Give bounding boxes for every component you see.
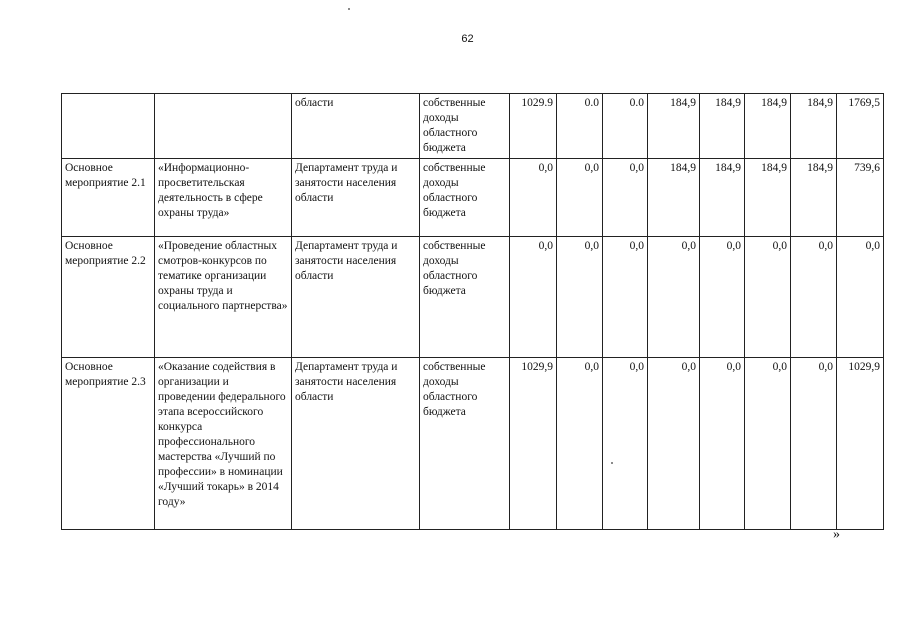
table-row bbox=[62, 94, 884, 159]
executor-cell: Департамент труда и занятости населения области bbox=[292, 237, 420, 358]
value-cell: 0,0 bbox=[510, 159, 557, 237]
value-cell: 184,9 bbox=[745, 94, 791, 159]
executor-cell: Департамент труда и занятости населения области bbox=[292, 159, 420, 237]
total-cell: 0,0 bbox=[837, 237, 884, 358]
total-cell: 739,6 bbox=[837, 159, 884, 237]
name-cell: «Оказание содействия в организации и проведении федерального этапа всероссийского конкурса профессионального мастерства «Лучший по профессии» в номинации «Лучший токарь» в 2014 году» bbox=[155, 358, 292, 530]
source-cell: собственные доходы областного бюджета bbox=[420, 237, 510, 358]
value-cell: 0,0 bbox=[745, 358, 791, 530]
value-cell: 184,9 bbox=[700, 159, 745, 237]
value-cell: 0,0 bbox=[648, 358, 700, 530]
page-number: 62 bbox=[461, 33, 474, 45]
value-cell: 184,9 bbox=[791, 94, 837, 159]
table-row bbox=[62, 358, 884, 530]
value-cell: 0.0 bbox=[603, 94, 648, 159]
executor-cell: области bbox=[292, 94, 420, 159]
value-cell: 184,9 bbox=[791, 159, 837, 237]
table-row bbox=[62, 159, 884, 237]
value-cell: 0,0 bbox=[557, 358, 603, 530]
value-cell: 0,0 bbox=[791, 237, 837, 358]
value-cell: 0,0 bbox=[603, 358, 648, 530]
table-row bbox=[62, 237, 884, 358]
executor-cell: Департамент труда и занятости населения области bbox=[292, 358, 420, 530]
value-cell: 184,9 bbox=[648, 159, 700, 237]
name-cell bbox=[155, 94, 292, 159]
value-cell: 0,0 bbox=[557, 237, 603, 358]
value-cell: 0,0 bbox=[557, 159, 603, 237]
value-cell: 184,9 bbox=[648, 94, 700, 159]
budget-table bbox=[61, 93, 884, 530]
value-cell: 0,0 bbox=[603, 159, 648, 237]
value-cell: 0.0 bbox=[557, 94, 603, 159]
event-cell bbox=[62, 94, 155, 159]
value-cell: 0,0 bbox=[510, 237, 557, 358]
value-cell: 1029,9 bbox=[510, 358, 557, 530]
source-cell: собственные доходы областного бюджета bbox=[420, 159, 510, 237]
scan-speck bbox=[611, 462, 613, 464]
total-cell: 1769,5 bbox=[837, 94, 884, 159]
event-cell: Основное мероприятие 2.1 bbox=[62, 159, 155, 237]
scan-speck bbox=[348, 8, 350, 10]
value-cell: 0,0 bbox=[700, 237, 745, 358]
name-cell: «Проведение областных смотров-конкурсов по тематике организации охраны труда и социального партнерства» bbox=[155, 237, 292, 358]
value-cell: 1029.9 bbox=[510, 94, 557, 159]
value-cell: 184,9 bbox=[745, 159, 791, 237]
value-cell: 0,0 bbox=[603, 237, 648, 358]
closing-quote-mark: » bbox=[833, 527, 840, 542]
total-cell: 1029,9 bbox=[837, 358, 884, 530]
name-cell: «Информационно-просветительская деятельность в сфере охраны труда» bbox=[155, 159, 292, 237]
value-cell: 0,0 bbox=[745, 237, 791, 358]
value-cell: 0,0 bbox=[700, 358, 745, 530]
source-cell: собственные доходы областного бюджета bbox=[420, 94, 510, 159]
value-cell: 0,0 bbox=[791, 358, 837, 530]
value-cell: 0,0 bbox=[648, 237, 700, 358]
value-cell: 184,9 bbox=[700, 94, 745, 159]
event-cell: Основное мероприятие 2.2 bbox=[62, 237, 155, 358]
event-cell: Основное мероприятие 2.3 bbox=[62, 358, 155, 530]
source-cell: собственные доходы областного бюджета bbox=[420, 358, 510, 530]
